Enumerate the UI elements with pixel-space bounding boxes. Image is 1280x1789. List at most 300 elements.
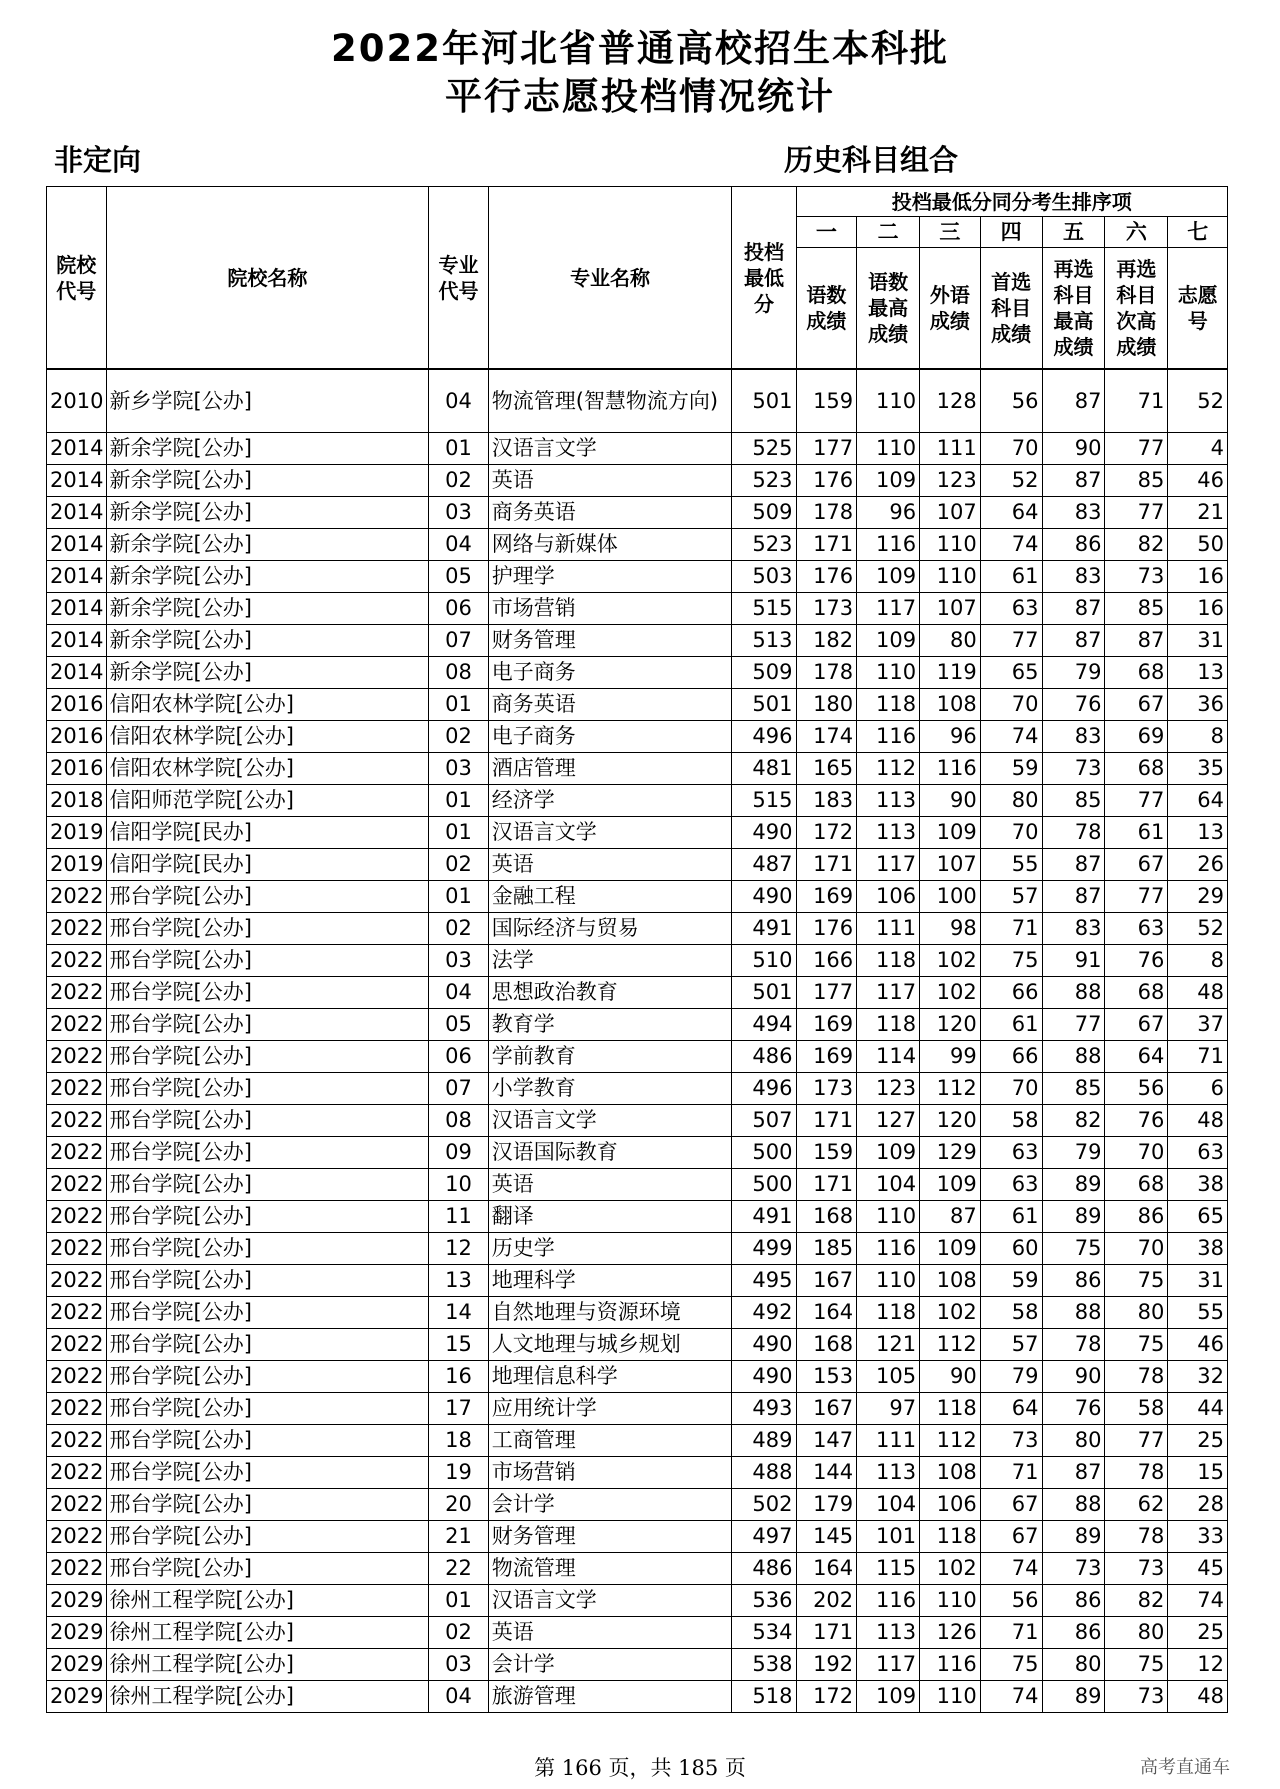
cell-major-name: 思想政治教育 xyxy=(488,977,732,1009)
table-row xyxy=(47,1553,1228,1585)
cell-foreign-lang-score: 111 xyxy=(920,433,981,465)
cell-foreign-lang-score: 112 xyxy=(920,1073,981,1105)
cell-second-subject-max: 89 xyxy=(1042,1201,1105,1233)
cell-second-subject-max: 87 xyxy=(1042,881,1105,913)
cell-chinese-math-score: 185 xyxy=(796,1233,857,1265)
cell-second-subject-next: 64 xyxy=(1105,1041,1168,1073)
cell-min-score: 503 xyxy=(732,561,796,593)
header-order-5: 五 xyxy=(1042,217,1105,248)
cell-preference-no: 45 xyxy=(1168,1553,1228,1585)
cell-first-subject-score: 59 xyxy=(980,753,1042,785)
cell-school-code: 2014 xyxy=(47,497,107,529)
cell-chinese-math-max: 117 xyxy=(857,1649,920,1681)
cell-min-score: 489 xyxy=(732,1425,796,1457)
cell-preference-no: 74 xyxy=(1168,1585,1228,1617)
cell-min-score: 509 xyxy=(732,657,796,689)
cell-second-subject-next: 86 xyxy=(1105,1201,1168,1233)
cell-major-code: 07 xyxy=(429,1073,489,1105)
cell-major-code: 14 xyxy=(429,1297,489,1329)
cell-min-score: 491 xyxy=(732,913,796,945)
cell-second-subject-max: 73 xyxy=(1042,1553,1105,1585)
cell-major-name: 国际经济与贸易 xyxy=(488,913,732,945)
header-tiebreak-group: 投档最低分同分考生排序项 xyxy=(796,187,1227,217)
cell-chinese-math-max: 118 xyxy=(857,689,920,721)
cell-major-name: 英语 xyxy=(488,1617,732,1649)
table-row xyxy=(47,1105,1228,1137)
cell-min-score: 490 xyxy=(732,817,796,849)
cell-chinese-math-max: 117 xyxy=(857,593,920,625)
cell-second-subject-next: 67 xyxy=(1105,849,1168,881)
cell-preference-no: 48 xyxy=(1168,1105,1228,1137)
cell-first-subject-score: 73 xyxy=(980,1425,1042,1457)
table-row xyxy=(47,881,1228,913)
cell-chinese-math-score: 167 xyxy=(796,1265,857,1297)
cell-preference-no: 28 xyxy=(1168,1489,1228,1521)
cell-chinese-math-score: 169 xyxy=(796,1009,857,1041)
cell-min-score: 494 xyxy=(732,1009,796,1041)
cell-second-subject-max: 87 xyxy=(1042,1457,1105,1489)
cell-school-code: 2014 xyxy=(47,593,107,625)
cell-chinese-math-score: 192 xyxy=(796,1649,857,1681)
cell-first-subject-score: 71 xyxy=(980,1617,1042,1649)
cell-chinese-math-score: 177 xyxy=(796,977,857,1009)
cell-first-subject-score: 52 xyxy=(980,465,1042,497)
cell-major-code: 06 xyxy=(429,1041,489,1073)
cell-second-subject-next: 82 xyxy=(1105,1585,1168,1617)
cell-chinese-math-max: 117 xyxy=(857,849,920,881)
cell-chinese-math-score: 182 xyxy=(796,625,857,657)
header-school-code: 院校代号 xyxy=(47,187,107,370)
cell-major-name: 财务管理 xyxy=(488,1521,732,1553)
cell-preference-no: 48 xyxy=(1168,1681,1228,1713)
cell-preference-no: 44 xyxy=(1168,1393,1228,1425)
category-label: 非定向 xyxy=(54,143,142,177)
table-row xyxy=(47,1617,1228,1649)
cell-first-subject-score: 80 xyxy=(980,785,1042,817)
cell-second-subject-next: 73 xyxy=(1105,1553,1168,1585)
cell-min-score: 481 xyxy=(732,753,796,785)
cell-min-score: 509 xyxy=(732,497,796,529)
cell-second-subject-next: 67 xyxy=(1105,689,1168,721)
cell-first-subject-score: 70 xyxy=(980,817,1042,849)
header-col-5: 再选科目最高成绩 xyxy=(1042,248,1105,370)
cell-school-code: 2014 xyxy=(47,529,107,561)
cell-major-name: 历史学 xyxy=(488,1233,732,1265)
cell-foreign-lang-score: 118 xyxy=(920,1521,981,1553)
cell-second-subject-next: 68 xyxy=(1105,977,1168,1009)
cell-foreign-lang-score: 100 xyxy=(920,881,981,913)
table-row xyxy=(47,1137,1228,1169)
cell-chinese-math-max: 111 xyxy=(857,1425,920,1457)
cell-major-code: 05 xyxy=(429,1009,489,1041)
cell-first-subject-score: 63 xyxy=(980,593,1042,625)
cell-second-subject-next: 75 xyxy=(1105,1265,1168,1297)
cell-second-subject-next: 77 xyxy=(1105,785,1168,817)
cell-first-subject-score: 56 xyxy=(980,369,1042,433)
cell-first-subject-score: 56 xyxy=(980,1585,1042,1617)
cell-chinese-math-max: 104 xyxy=(857,1169,920,1201)
table-row xyxy=(47,1649,1228,1681)
cell-chinese-math-score: 174 xyxy=(796,721,857,753)
cell-second-subject-next: 78 xyxy=(1105,1457,1168,1489)
table-row xyxy=(47,977,1228,1009)
cell-major-name: 网络与新媒体 xyxy=(488,529,732,561)
cell-foreign-lang-score: 112 xyxy=(920,1329,981,1361)
cell-first-subject-score: 74 xyxy=(980,1681,1042,1713)
cell-chinese-math-score: 172 xyxy=(796,1681,857,1713)
cell-foreign-lang-score: 123 xyxy=(920,465,981,497)
cell-foreign-lang-score: 87 xyxy=(920,1201,981,1233)
cell-school-name: 徐州工程学院[公办] xyxy=(106,1681,429,1713)
cell-school-code: 2022 xyxy=(47,1073,107,1105)
cell-preference-no: 4 xyxy=(1168,433,1228,465)
cell-second-subject-next: 58 xyxy=(1105,1393,1168,1425)
cell-major-name: 电子商务 xyxy=(488,657,732,689)
cell-school-code: 2018 xyxy=(47,785,107,817)
cell-chinese-math-max: 110 xyxy=(857,369,920,433)
cell-second-subject-max: 83 xyxy=(1042,913,1105,945)
cell-foreign-lang-score: 98 xyxy=(920,913,981,945)
cell-preference-no: 8 xyxy=(1168,945,1228,977)
header-order-7: 七 xyxy=(1168,217,1228,248)
cell-preference-no: 12 xyxy=(1168,1649,1228,1681)
cell-chinese-math-max: 110 xyxy=(857,433,920,465)
cell-major-code: 21 xyxy=(429,1521,489,1553)
cell-major-code: 03 xyxy=(429,945,489,977)
cell-school-code: 2016 xyxy=(47,753,107,785)
cell-second-subject-max: 88 xyxy=(1042,1041,1105,1073)
cell-chinese-math-max: 111 xyxy=(857,913,920,945)
cell-major-code: 02 xyxy=(429,1617,489,1649)
cell-min-score: 493 xyxy=(732,1393,796,1425)
cell-school-code: 2019 xyxy=(47,849,107,881)
cell-min-score: 490 xyxy=(732,1329,796,1361)
cell-school-name: 新余学院[公办] xyxy=(106,593,429,625)
cell-foreign-lang-score: 107 xyxy=(920,849,981,881)
table-row xyxy=(47,1201,1228,1233)
header-col-4: 首选科目成绩 xyxy=(980,248,1042,370)
cell-school-code: 2022 xyxy=(47,1041,107,1073)
cell-school-code: 2014 xyxy=(47,625,107,657)
cell-preference-no: 64 xyxy=(1168,785,1228,817)
cell-school-name: 新余学院[公办] xyxy=(106,433,429,465)
cell-chinese-math-max: 109 xyxy=(857,561,920,593)
cell-school-name: 邢台学院[公办] xyxy=(106,913,429,945)
cell-first-subject-score: 61 xyxy=(980,1009,1042,1041)
cell-major-name: 汉语言文学 xyxy=(488,1105,732,1137)
table-row xyxy=(47,1041,1228,1073)
cell-major-name: 汉语国际教育 xyxy=(488,1137,732,1169)
cell-school-name: 邢台学院[公办] xyxy=(106,1073,429,1105)
cell-school-name: 新余学院[公办] xyxy=(106,561,429,593)
cell-preference-no: 16 xyxy=(1168,561,1228,593)
cell-school-code: 2022 xyxy=(47,1169,107,1201)
cell-first-subject-score: 74 xyxy=(980,721,1042,753)
table-row xyxy=(47,785,1228,817)
cell-school-code: 2022 xyxy=(47,1233,107,1265)
cell-major-code: 01 xyxy=(429,1585,489,1617)
cell-second-subject-max: 87 xyxy=(1042,369,1105,433)
cell-school-name: 邢台学院[公办] xyxy=(106,1329,429,1361)
cell-major-name: 会计学 xyxy=(488,1649,732,1681)
cell-second-subject-next: 73 xyxy=(1105,1681,1168,1713)
cell-first-subject-score: 74 xyxy=(980,529,1042,561)
cell-school-name: 邢台学院[公办] xyxy=(106,977,429,1009)
cell-chinese-math-score: 159 xyxy=(796,369,857,433)
cell-chinese-math-score: 178 xyxy=(796,497,857,529)
cell-school-code: 2022 xyxy=(47,1425,107,1457)
cell-chinese-math-max: 106 xyxy=(857,881,920,913)
cell-major-code: 15 xyxy=(429,1329,489,1361)
cell-chinese-math-score: 183 xyxy=(796,785,857,817)
cell-major-name: 会计学 xyxy=(488,1489,732,1521)
cell-school-name: 新余学院[公办] xyxy=(106,465,429,497)
cell-preference-no: 48 xyxy=(1168,977,1228,1009)
cell-first-subject-score: 55 xyxy=(980,849,1042,881)
cell-first-subject-score: 77 xyxy=(980,625,1042,657)
cell-major-code: 02 xyxy=(429,465,489,497)
cell-chinese-math-max: 101 xyxy=(857,1521,920,1553)
cell-school-name: 信阳农林学院[公办] xyxy=(106,753,429,785)
cell-chinese-math-max: 110 xyxy=(857,657,920,689)
cell-major-name: 物流管理 xyxy=(488,1553,732,1585)
cell-major-name: 汉语言文学 xyxy=(488,433,732,465)
cell-min-score: 518 xyxy=(732,1681,796,1713)
cell-foreign-lang-score: 119 xyxy=(920,657,981,689)
cell-major-code: 01 xyxy=(429,785,489,817)
cell-chinese-math-score: 166 xyxy=(796,945,857,977)
cell-chinese-math-score: 168 xyxy=(796,1201,857,1233)
cell-min-score: 510 xyxy=(732,945,796,977)
cell-second-subject-max: 86 xyxy=(1042,1265,1105,1297)
cell-foreign-lang-score: 116 xyxy=(920,753,981,785)
cell-chinese-math-score: 147 xyxy=(796,1425,857,1457)
cell-second-subject-max: 83 xyxy=(1042,497,1105,529)
cell-second-subject-max: 88 xyxy=(1042,1489,1105,1521)
cell-first-subject-score: 59 xyxy=(980,1265,1042,1297)
cell-second-subject-next: 77 xyxy=(1105,497,1168,529)
table-row xyxy=(47,1169,1228,1201)
cell-school-name: 邢台学院[公办] xyxy=(106,945,429,977)
cell-school-code: 2029 xyxy=(47,1585,107,1617)
cell-second-subject-next: 80 xyxy=(1105,1297,1168,1329)
cell-major-code: 08 xyxy=(429,657,489,689)
cell-chinese-math-score: 177 xyxy=(796,433,857,465)
cell-major-code: 11 xyxy=(429,1201,489,1233)
cell-first-subject-score: 61 xyxy=(980,561,1042,593)
cell-first-subject-score: 60 xyxy=(980,1233,1042,1265)
cell-chinese-math-max: 116 xyxy=(857,721,920,753)
cell-chinese-math-score: 202 xyxy=(796,1585,857,1617)
header-col-1: 语数成绩 xyxy=(796,248,857,370)
cell-preference-no: 36 xyxy=(1168,689,1228,721)
cell-preference-no: 32 xyxy=(1168,1361,1228,1393)
cell-first-subject-score: 61 xyxy=(980,1201,1042,1233)
cell-second-subject-max: 83 xyxy=(1042,561,1105,593)
cell-foreign-lang-score: 128 xyxy=(920,369,981,433)
cell-preference-no: 65 xyxy=(1168,1201,1228,1233)
subject-group-label: 历史科目组合 xyxy=(784,143,959,177)
cell-foreign-lang-score: 108 xyxy=(920,1457,981,1489)
cell-second-subject-next: 80 xyxy=(1105,1617,1168,1649)
cell-major-code: 07 xyxy=(429,625,489,657)
table-body xyxy=(47,369,1228,1713)
cell-preference-no: 46 xyxy=(1168,1329,1228,1361)
cell-school-code: 2022 xyxy=(47,1201,107,1233)
cell-school-code: 2029 xyxy=(47,1649,107,1681)
cell-foreign-lang-score: 110 xyxy=(920,1585,981,1617)
cell-second-subject-next: 85 xyxy=(1105,593,1168,625)
cell-major-code: 12 xyxy=(429,1233,489,1265)
cell-min-score: 495 xyxy=(732,1265,796,1297)
header-col-2: 语数最高成绩 xyxy=(857,248,920,370)
cell-first-subject-score: 64 xyxy=(980,497,1042,529)
cell-major-name: 人文地理与城乡规划 xyxy=(488,1329,732,1361)
cell-min-score: 486 xyxy=(732,1553,796,1585)
cell-chinese-math-score: 173 xyxy=(796,1073,857,1105)
cell-second-subject-max: 83 xyxy=(1042,721,1105,753)
cell-first-subject-score: 71 xyxy=(980,1457,1042,1489)
cell-second-subject-max: 89 xyxy=(1042,1521,1105,1553)
cell-second-subject-max: 78 xyxy=(1042,817,1105,849)
table-row xyxy=(47,945,1228,977)
cell-foreign-lang-score: 118 xyxy=(920,1393,981,1425)
cell-school-code: 2022 xyxy=(47,1137,107,1169)
cell-preference-no: 33 xyxy=(1168,1521,1228,1553)
cell-chinese-math-score: 169 xyxy=(796,1041,857,1073)
cell-major-name: 旅游管理 xyxy=(488,1681,732,1713)
cell-second-subject-max: 76 xyxy=(1042,1393,1105,1425)
cell-school-name: 邢台学院[公办] xyxy=(106,1265,429,1297)
cell-major-name: 商务英语 xyxy=(488,689,732,721)
cell-second-subject-next: 70 xyxy=(1105,1233,1168,1265)
cell-chinese-math-max: 109 xyxy=(857,1137,920,1169)
cell-school-code: 2022 xyxy=(47,1489,107,1521)
cell-school-name: 邢台学院[公办] xyxy=(106,1521,429,1553)
table-row xyxy=(47,1585,1228,1617)
cell-min-score: 492 xyxy=(732,1297,796,1329)
cell-major-name: 应用统计学 xyxy=(488,1393,732,1425)
table-row xyxy=(47,1073,1228,1105)
cell-major-name: 法学 xyxy=(488,945,732,977)
cell-second-subject-max: 87 xyxy=(1042,593,1105,625)
table-row xyxy=(47,625,1228,657)
cell-school-code: 2022 xyxy=(47,1297,107,1329)
cell-school-code: 2019 xyxy=(47,817,107,849)
cell-second-subject-max: 88 xyxy=(1042,1297,1105,1329)
cell-major-code: 02 xyxy=(429,849,489,881)
cell-second-subject-next: 61 xyxy=(1105,817,1168,849)
table-row xyxy=(47,657,1228,689)
cell-chinese-math-max: 96 xyxy=(857,497,920,529)
table-row xyxy=(47,849,1228,881)
document-title-line2: 平行志愿投档情况统计 xyxy=(445,75,835,118)
cell-school-name: 邢台学院[公办] xyxy=(106,1233,429,1265)
cell-school-name: 徐州工程学院[公办] xyxy=(106,1585,429,1617)
cell-preference-no: 55 xyxy=(1168,1297,1228,1329)
cell-school-name: 邢台学院[公办] xyxy=(106,1553,429,1585)
cell-first-subject-score: 75 xyxy=(980,945,1042,977)
cell-preference-no: 52 xyxy=(1168,369,1228,433)
cell-min-score: 500 xyxy=(732,1169,796,1201)
cell-school-name: 新余学院[公办] xyxy=(106,625,429,657)
table-row xyxy=(47,1297,1228,1329)
cell-foreign-lang-score: 90 xyxy=(920,785,981,817)
cell-school-code: 2022 xyxy=(47,945,107,977)
cell-chinese-math-max: 123 xyxy=(857,1073,920,1105)
cell-min-score: 490 xyxy=(732,881,796,913)
cell-foreign-lang-score: 102 xyxy=(920,945,981,977)
table-row xyxy=(47,497,1228,529)
table-row xyxy=(47,753,1228,785)
cell-first-subject-score: 57 xyxy=(980,881,1042,913)
cell-school-name: 邢台学院[公办] xyxy=(106,1041,429,1073)
cell-major-code: 01 xyxy=(429,689,489,721)
cell-second-subject-max: 87 xyxy=(1042,465,1105,497)
cell-major-code: 02 xyxy=(429,913,489,945)
cell-first-subject-score: 74 xyxy=(980,1553,1042,1585)
cell-second-subject-next: 68 xyxy=(1105,1169,1168,1201)
cell-chinese-math-score: 159 xyxy=(796,1137,857,1169)
cell-second-subject-max: 86 xyxy=(1042,1585,1105,1617)
table-row xyxy=(47,1489,1228,1521)
cell-second-subject-next: 78 xyxy=(1105,1361,1168,1393)
cell-major-name: 自然地理与资源环境 xyxy=(488,1297,732,1329)
cell-preference-no: 37 xyxy=(1168,1009,1228,1041)
cell-school-name: 邢台学院[公办] xyxy=(106,1169,429,1201)
cell-chinese-math-max: 116 xyxy=(857,529,920,561)
cell-second-subject-next: 69 xyxy=(1105,721,1168,753)
cell-second-subject-max: 91 xyxy=(1042,945,1105,977)
cell-chinese-math-score: 164 xyxy=(796,1297,857,1329)
cell-preference-no: 8 xyxy=(1168,721,1228,753)
header-school-name: 院校名称 xyxy=(106,187,429,370)
cell-foreign-lang-score: 110 xyxy=(920,561,981,593)
cell-chinese-math-max: 118 xyxy=(857,1297,920,1329)
cell-second-subject-max: 87 xyxy=(1042,849,1105,881)
cell-major-name: 金融工程 xyxy=(488,881,732,913)
table-row xyxy=(47,529,1228,561)
table-row xyxy=(47,1361,1228,1393)
cell-major-code: 22 xyxy=(429,1553,489,1585)
cell-school-code: 2022 xyxy=(47,1265,107,1297)
cell-school-name: 邢台学院[公办] xyxy=(106,1425,429,1457)
cell-second-subject-max: 90 xyxy=(1042,433,1105,465)
cell-second-subject-next: 62 xyxy=(1105,1489,1168,1521)
cell-foreign-lang-score: 109 xyxy=(920,1233,981,1265)
cell-second-subject-next: 67 xyxy=(1105,1009,1168,1041)
cell-major-name: 英语 xyxy=(488,465,732,497)
table-row xyxy=(47,1265,1228,1297)
cell-school-code: 2016 xyxy=(47,721,107,753)
cell-min-score: 500 xyxy=(732,1137,796,1169)
table-row xyxy=(47,1233,1228,1265)
header-col-3: 外语成绩 xyxy=(920,248,981,370)
table-row xyxy=(47,913,1228,945)
cell-second-subject-next: 68 xyxy=(1105,657,1168,689)
cell-chinese-math-score: 169 xyxy=(796,881,857,913)
cell-chinese-math-max: 97 xyxy=(857,1393,920,1425)
cell-major-code: 20 xyxy=(429,1489,489,1521)
cell-major-name: 地理信息科学 xyxy=(488,1361,732,1393)
cell-foreign-lang-score: 112 xyxy=(920,1425,981,1457)
cell-foreign-lang-score: 129 xyxy=(920,1137,981,1169)
cell-second-subject-next: 63 xyxy=(1105,913,1168,945)
cell-major-name: 教育学 xyxy=(488,1009,732,1041)
cell-second-subject-next: 77 xyxy=(1105,881,1168,913)
cell-second-subject-max: 86 xyxy=(1042,529,1105,561)
cell-chinese-math-max: 115 xyxy=(857,1553,920,1585)
